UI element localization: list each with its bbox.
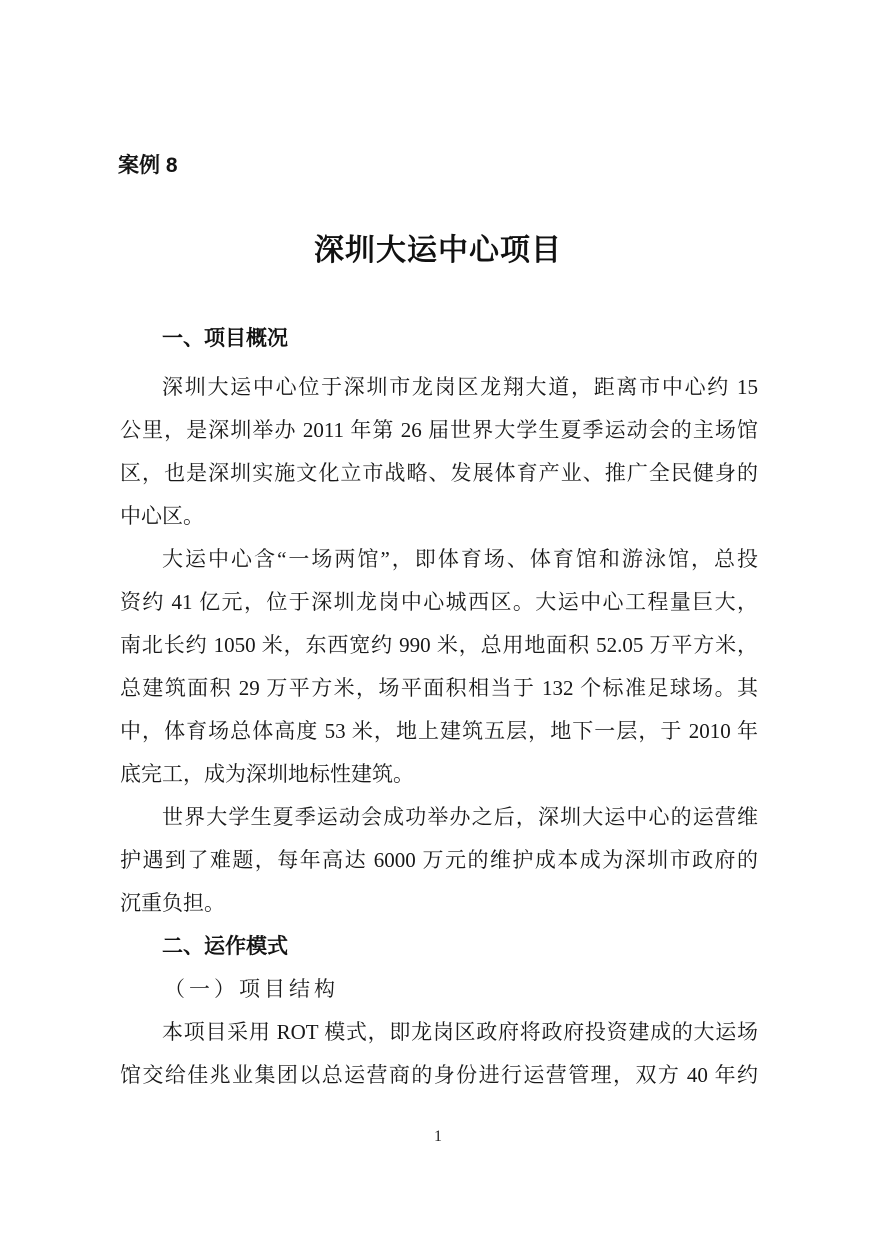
paragraph-overview-1 (120, 366, 758, 538)
text-line: 本项目采用 ROT 模式，即龙岗区政府将政府投资建成的大运场 (162, 1020, 758, 1044)
text-line: 区，也是深圳实施文化立市战略、发展体育产业、推广全民健身的 (120, 461, 758, 485)
document-body (120, 317, 758, 1097)
text-line: 深圳大运中心位于深圳市龙岗区龙翔大道，距离市中心约 15 (162, 375, 758, 399)
paragraph-operation-1 (120, 1011, 758, 1097)
section-heading-operation: 二、运作模式 (162, 935, 288, 958)
text-line: 公里，是深圳举办 2011 年第 26 届世界大学生夏季运动会的主场馆 (120, 418, 758, 442)
section-heading-overview: 一、项目概况 (162, 327, 288, 350)
paragraph-overview-3 (120, 796, 758, 925)
text-line: 底完工，成为深圳地标性建筑。 (120, 762, 414, 786)
text-line: 资约 41 亿元，位于深圳龙岗中心城西区。大运中心工程量巨大， (120, 590, 758, 614)
case-label: 案例 8 (118, 154, 178, 177)
page-title: 深圳大运中心项目 (314, 234, 562, 267)
text-line: 大运中心含“一场两馆”，即体育场、体育馆和游泳馆，总投 (162, 547, 758, 571)
text-line: 馆交给佳兆业集团以总运营商的身份进行运营管理，双方 40 年约 (120, 1063, 758, 1087)
subsection-heading-structure: （一）项目结构 (164, 977, 339, 1001)
text-line: 中，体育场总体高度 53 米，地上建筑五层，地下一层，于 2010 年 (120, 719, 758, 743)
text-line: 沉重负担。 (120, 891, 225, 915)
text-line: 南北长约 1050 米，东西宽约 990 米，总用地面积 52.05 万平方米， (120, 633, 758, 657)
text-line: 中心区。 (120, 504, 204, 528)
paragraph-overview-2 (120, 538, 758, 796)
text-line: 护遇到了难题，每年高达 6000 万元的维护成本成为深圳市政府的 (120, 848, 758, 872)
text-line: 世界大学生夏季运动会成功举办之后，深圳大运中心的运营维 (162, 805, 758, 829)
page-number: 1 (434, 1128, 442, 1145)
text-line: 总建筑面积 29 万平方米，场平面积相当于 132 个标准足球场。其 (120, 676, 758, 700)
